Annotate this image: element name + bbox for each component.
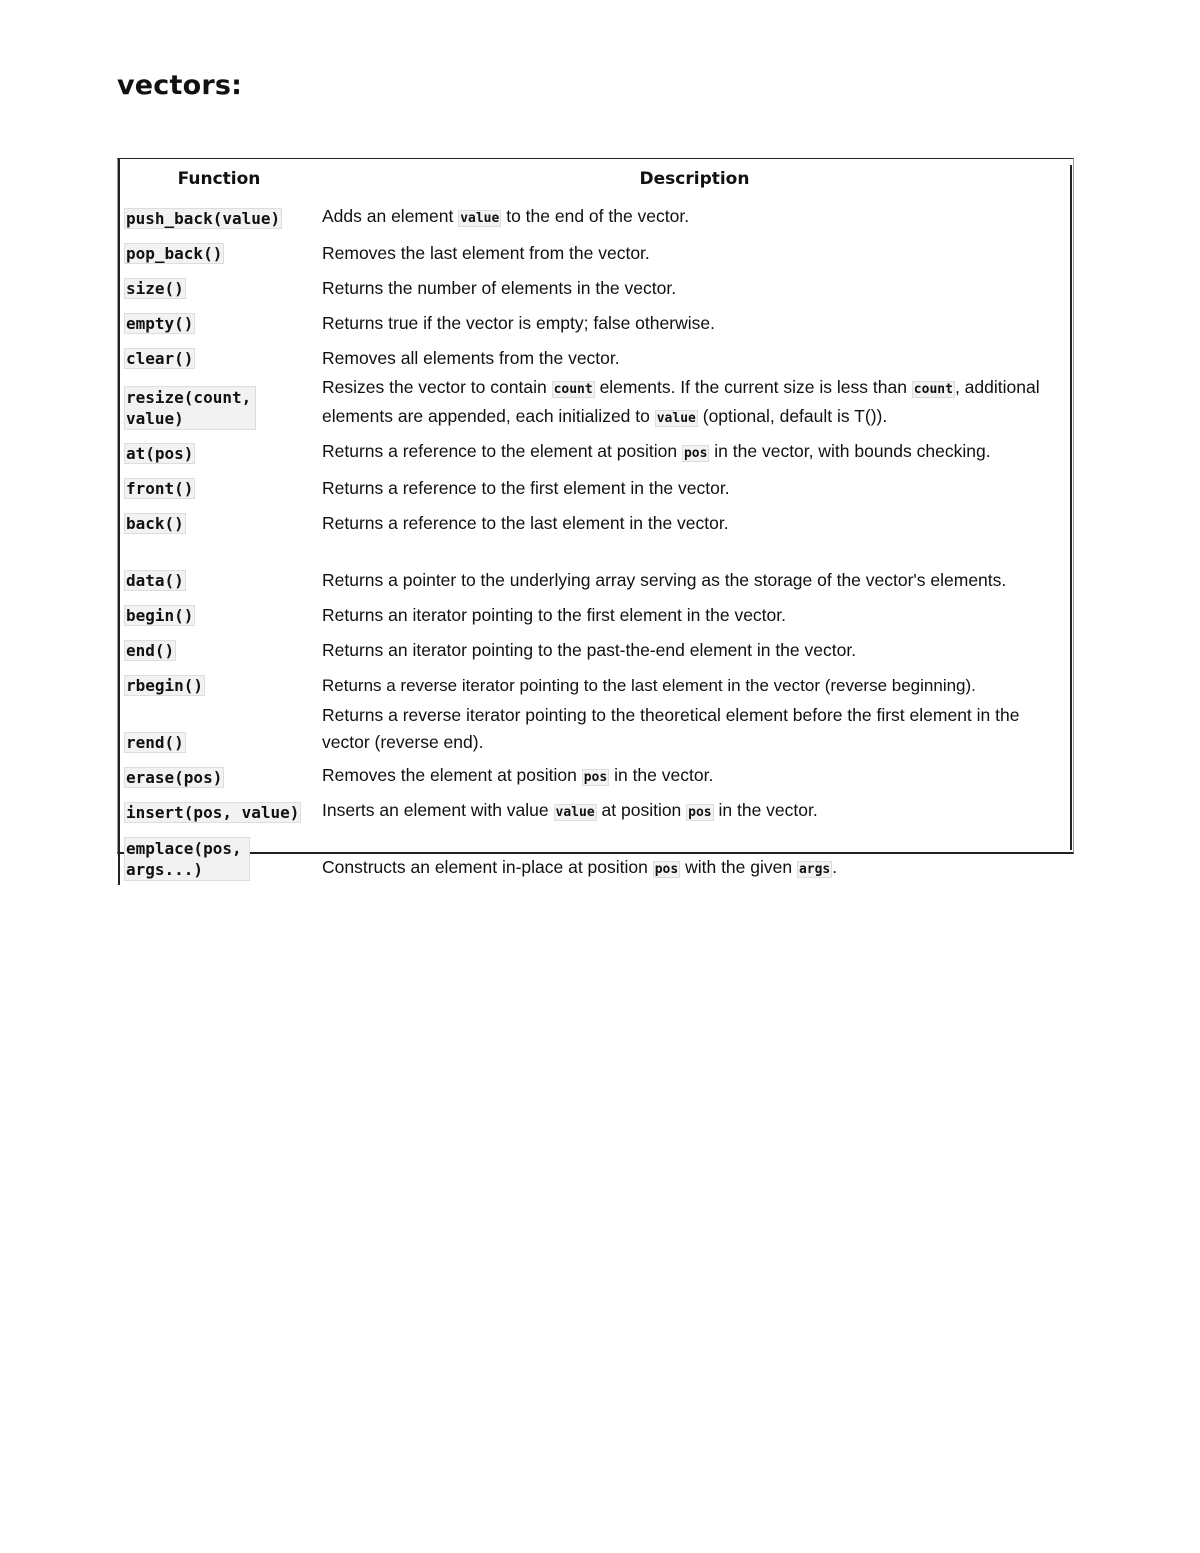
table-row [119, 758, 1072, 793]
table-row [119, 631, 1072, 666]
vector-functions-table [117, 158, 1074, 879]
function-description: Returns the number of elements in the vector. [322, 278, 677, 298]
table-row [119, 701, 1072, 758]
function-description: Returns a reverse iterator pointing to the last element in the vector (reverse beginning). [322, 676, 976, 695]
header-function: Function [119, 159, 318, 199]
function-name: begin() [126, 606, 194, 625]
function-description: Adds an element value to the end of the vector. [322, 206, 690, 226]
inline-code: pos [654, 862, 679, 877]
inline-code: value [555, 805, 595, 820]
table-row [119, 434, 1072, 469]
table-row [119, 504, 1072, 539]
inline-code: pos [688, 805, 712, 820]
function-description: Returns a reference to the first element in the vector. [322, 478, 730, 498]
header-description: Description [639, 169, 750, 189]
function-description: Returns a reverse iterator pointing to the theoretical element before the first element in the vector (reverse end). [322, 705, 1020, 752]
table-row [119, 666, 1072, 701]
function-description: Returns a pointer to the underlying array serving as the storage of the vector's elements. [322, 570, 1007, 590]
function-name: rbegin() [126, 676, 204, 695]
table-header-row [119, 159, 1072, 199]
function-name: at(pos) [126, 444, 194, 463]
function-description: Removes the element at position pos in the vector. [322, 765, 714, 785]
function-name: pop_back() [126, 244, 223, 263]
function-name: size() [126, 279, 184, 298]
function-name: resize(count, value) [124, 386, 256, 430]
table-row [119, 469, 1072, 504]
inline-code: value [460, 211, 500, 226]
function-description: Removes all elements from the vector. [322, 348, 620, 368]
function-name: insert(pos, value) [126, 803, 300, 822]
table-row [119, 539, 1072, 596]
page-title: vectors: [117, 70, 243, 101]
function-name: front() [126, 479, 194, 498]
table-row [119, 234, 1072, 269]
inline-code: count [913, 382, 953, 397]
function-description: Inserts an element with value value at position pos in the vector. [322, 800, 818, 820]
function-description: Returns a reference to the element at position pos in the vector, with bounds checking. [322, 441, 991, 461]
table-row [119, 339, 1072, 374]
inline-code: count [553, 382, 593, 397]
function-name: erase(pos) [126, 768, 223, 787]
function-name: emplace(pos, args...) [124, 837, 250, 881]
inline-code: value [656, 411, 696, 426]
function-name: empty() [126, 314, 194, 333]
function-name: push_back(value) [126, 209, 281, 228]
function-name: clear() [126, 349, 194, 368]
table-row [119, 199, 1072, 234]
function-description: Constructs an element in-place at position pos with the given args . [322, 857, 838, 877]
function-description: Returns a reference to the last element in the vector. [322, 513, 729, 533]
inline-code: args [798, 862, 831, 877]
function-name: data() [126, 571, 184, 590]
function-description: Resizes the vector to contain count elements. If the current size is less than count , additional elements are appended, each initialized to value (optional, default is T()). [322, 377, 1040, 426]
function-name: end() [126, 641, 175, 660]
table-row [119, 828, 1072, 885]
inline-code: pos [583, 770, 608, 785]
inline-code: pos [683, 446, 708, 461]
table-row [119, 596, 1072, 631]
function-name: rend() [126, 733, 184, 752]
table-row [119, 269, 1072, 304]
function-description: Returns true if the vector is empty; false otherwise. [322, 313, 715, 333]
table-row [119, 304, 1072, 339]
function-description: Returns an iterator pointing to the past-the-end element in the vector. [322, 640, 857, 660]
table-row [119, 793, 1072, 828]
table-row [119, 374, 1072, 434]
function-name: back() [126, 514, 184, 533]
function-description: Removes the last element from the vector. [322, 243, 650, 263]
function-description: Returns an iterator pointing to the first element in the vector. [322, 605, 786, 625]
